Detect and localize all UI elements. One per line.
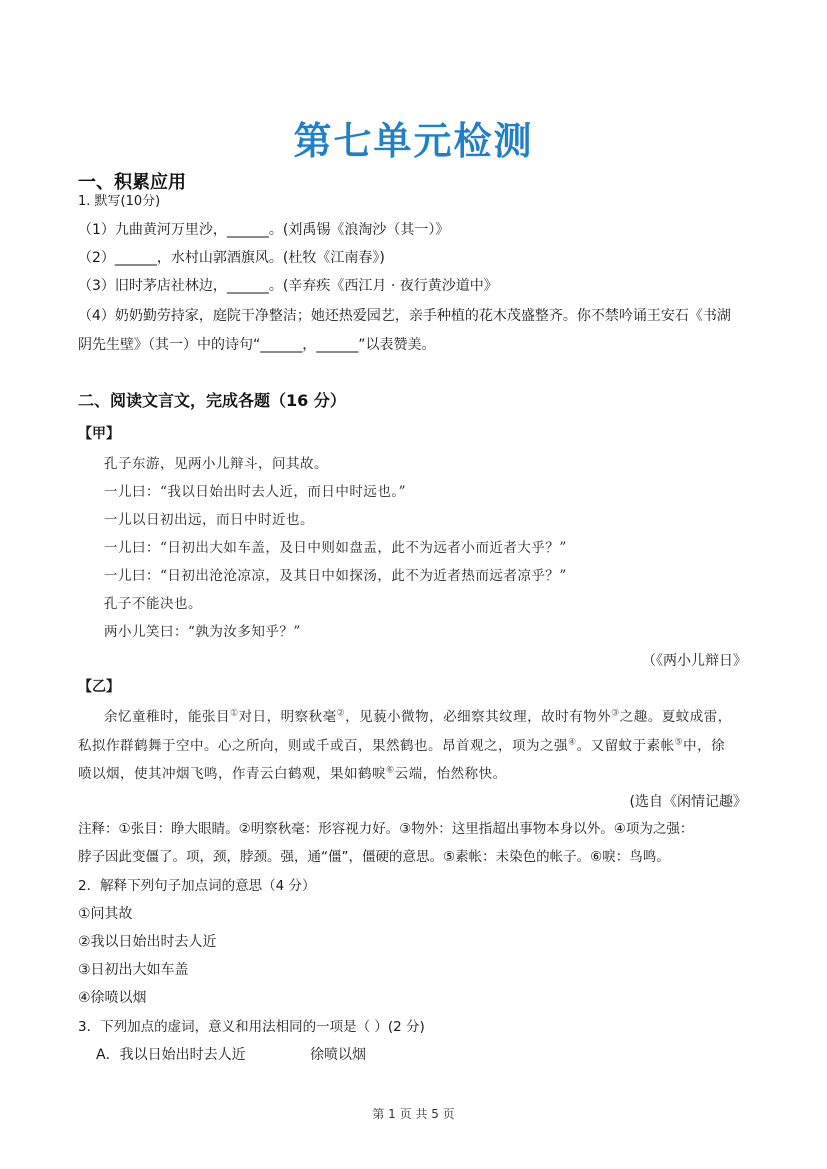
q1-item-2: （2）______，水村山郭酒旗风。(杜牧《江南春》)	[78, 250, 385, 266]
jia-source: （《两小儿辩日》	[642, 653, 747, 669]
page-title: 第七单元检测	[293, 119, 534, 163]
q2-item-1: ①问其故	[78, 906, 133, 922]
jia-line-4: 一儿曰：“日初出大如车盖，及日中则如盘盂，此不为远者小而近者大乎？”	[104, 540, 567, 556]
q1-item-4-line1: （4）奶奶勤劳持家，庭院干净整洁；她还热爱园艺，亲手种植的花木茂盛整齐。你不禁吟诵王安石《书湖	[78, 308, 731, 324]
q2-stem: 2．解释下列句子加点词的意思（4 分）	[78, 878, 316, 894]
jia-line-2: 一儿曰：“我以日始出时去人近，而日中时远也。”	[104, 484, 407, 500]
yi-line-2: 私拟作群鹤舞于空中。心之所向，则或千或百，果然鹤也。昂首观之，项为之强④。又留蚊于素帐⑤中，徐	[78, 737, 726, 754]
notes-line-2: 脖子因此变僵了。项，颈，脖颈。强，通“僵”，僵硬的意思。⑤素帐：未染色的帐子。⑥唳：鸟鸣。	[78, 849, 670, 865]
q3-option-a-left: A．我以日始出时去人近	[96, 1047, 246, 1063]
jia-line-6: 孔子不能决也。	[104, 596, 202, 612]
q2-item-3: ③日初出大如车盖	[78, 962, 189, 978]
section1-heading: 一、积累应用	[78, 172, 186, 193]
yi-label: 【乙】	[78, 679, 120, 695]
jia-line-3: 一儿以日初出远，而日中时近也。	[104, 512, 314, 528]
yi-source: (选自《闲情记趣》	[629, 794, 747, 810]
jia-line-5: 一儿曰：“日初出沧沧凉凉，及其日中如探汤，此不为近者热而远者凉乎？”	[104, 568, 567, 584]
yi-line-1: 余忆童稚时，能张目①对日，明察秋毫②，见藐小微物，必细察其纹理，故时有物外③之趣。夏蚊成雷，	[104, 708, 732, 725]
q1-item-3: （3）旧时茅店社林边，______。(辛弃疾《西江月 · 夜行黄沙道中》	[78, 278, 498, 294]
section2-heading: 二、阅读文言文，完成各题（16 分）	[78, 391, 346, 410]
yi-line-3: 喷以烟，使其冲烟飞鸣，作青云白鹤观，果如鹤唳⑥云端，怡然称快。	[78, 765, 507, 782]
q1-item-1: （1）九曲黄河万里沙，______。(刘禹锡《浪淘沙（其一）》	[78, 222, 450, 238]
page-footer: 第 1 页 共 5 页	[372, 1107, 455, 1121]
jia-label: 【甲】	[78, 426, 120, 442]
q3-stem: 3．下列加点的虚词，意义和用法相同的一项是（ ）(2 分)	[78, 1019, 425, 1035]
q2-item-4: ④徐喷以烟	[78, 990, 147, 1006]
jia-line-7: 两小儿笑曰：“孰为汝多知乎？”	[104, 624, 301, 640]
q2-item-2: ②我以日始出时去人近	[78, 934, 217, 950]
q1-item-4-line2: 阴先生壁》（其一）中的诗句“______，______”以表赞美。	[78, 337, 436, 353]
q3-option-a-right: 徐喷以烟	[310, 1047, 366, 1063]
q1-stem: 1. 默写(10分)	[78, 194, 161, 209]
jia-line-1: 孔子东游，见两小儿辩斗，问其故。	[104, 456, 328, 472]
notes-line-1: 注释：①张目：睁大眼睛。②明察秋毫：形容视力好。③物外：这里指超出事物本身以外。④项为之强：	[78, 821, 694, 837]
